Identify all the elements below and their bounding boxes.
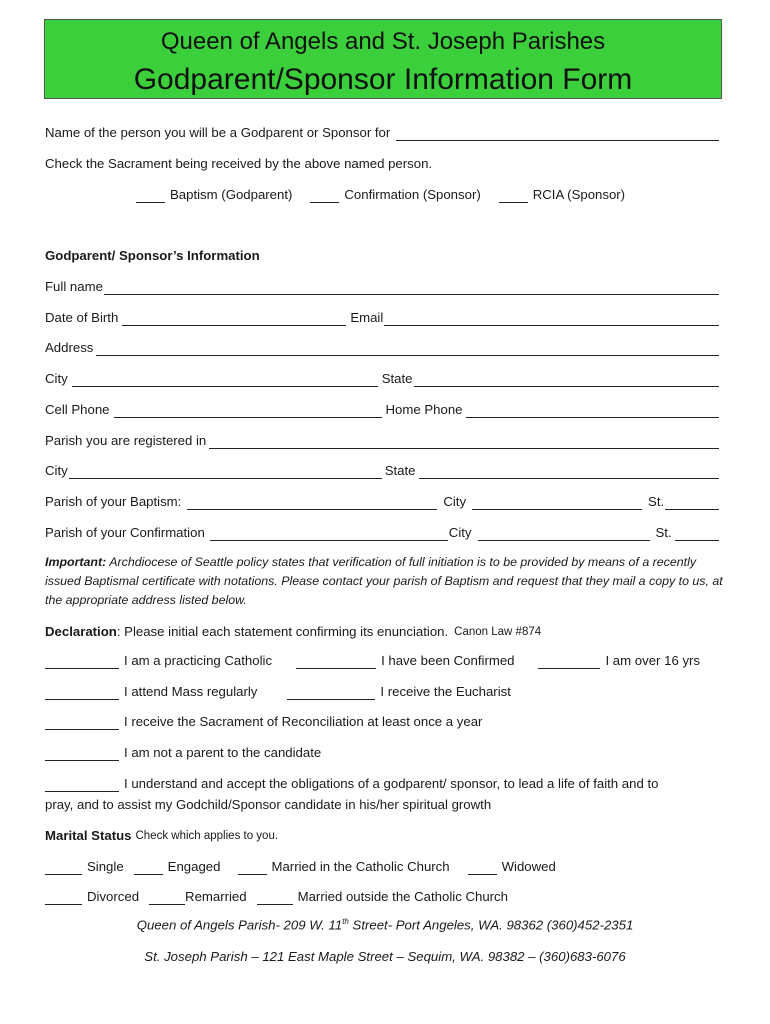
parish-registered-field[interactable] <box>209 435 719 449</box>
baptism-parish-row <box>45 492 722 510</box>
footer-st-joseph <box>0 949 770 964</box>
candidate-name-label: Name of the person you will be a Godparent or Sponsor for <box>45 125 391 140</box>
important-note <box>45 553 725 610</box>
not-parent-initial[interactable] <box>45 747 119 761</box>
form-header <box>44 19 722 99</box>
parish-registered-row <box>45 431 722 449</box>
baptism-st-field[interactable] <box>665 496 719 510</box>
marital-row-2 <box>45 887 722 905</box>
sacrament-options <box>136 185 722 203</box>
single-checkbox[interactable] <box>45 861 82 875</box>
state-label: State <box>381 371 413 386</box>
reconciliation-initial[interactable] <box>45 716 119 730</box>
city-state-row <box>45 369 722 387</box>
footer-line1-a: Queen of Angels Parish- 209 W. 11 <box>136 917 343 933</box>
married-catholic-label: Married in the Catholic Church <box>271 859 450 874</box>
dob-field[interactable] <box>122 312 346 326</box>
sacrament-prompt-row <box>45 154 722 172</box>
full-name-row <box>45 277 722 295</box>
info-heading: Godparent/ Sponsor’s Information <box>45 248 260 263</box>
state-label-2: State <box>384 463 416 478</box>
confirmation-city-label: City <box>448 525 472 540</box>
confirmed-label: I have been Confirmed <box>381 653 515 668</box>
city-label: City <box>45 371 68 386</box>
candidate-name-field[interactable] <box>396 127 719 141</box>
cell-phone-field[interactable] <box>114 404 382 418</box>
footer-line1-sup: th <box>342 917 349 926</box>
rcia-checkbox[interactable] <box>499 189 528 203</box>
single-label: Single <box>87 859 124 874</box>
city-state-row-2 <box>45 461 722 479</box>
address-field[interactable] <box>96 342 719 356</box>
email-field[interactable] <box>384 312 719 326</box>
cell-phone-label: Cell Phone <box>45 402 110 417</box>
address-row <box>45 338 722 356</box>
engaged-label: Engaged <box>167 859 221 874</box>
footer-line1-b: Street- Port Angeles, WA. 98362 (360)452-2351 <box>348 917 634 933</box>
confirmation-parish-row <box>45 523 722 541</box>
full-name-label: Full name <box>45 279 103 294</box>
full-name-field[interactable] <box>104 281 719 295</box>
baptism-city-field[interactable] <box>472 496 642 510</box>
confirmation-checkbox[interactable] <box>310 189 339 203</box>
declaration-label: Declaration <box>45 624 117 639</box>
practicing-label: I am a practicing Catholic <box>124 653 273 668</box>
reconciliation-label: I receive the Sacrament of Reconciliation at least once a year <box>124 714 483 729</box>
declaration-row-5 <box>45 774 722 792</box>
married-outside-checkbox[interactable] <box>257 891 293 905</box>
confirmation-st-label: St. <box>655 525 672 540</box>
declaration-row-4 <box>45 743 722 761</box>
baptism-parish-field[interactable] <box>187 496 437 510</box>
confirmation-label: Confirmation (Sponsor) <box>344 187 481 202</box>
practicing-initial[interactable] <box>45 655 119 669</box>
divorced-checkbox[interactable] <box>45 891 82 905</box>
home-phone-field[interactable] <box>466 404 720 418</box>
remarried-label: Remarried <box>185 889 247 904</box>
mass-label: I attend Mass regularly <box>124 684 258 699</box>
baptism-city-label: City <box>443 494 467 509</box>
obligations-label-cont: pray, and to assist my Godchild/Sponsor candidate in his/her spiritual growth <box>45 797 492 812</box>
footer-line2: St. Joseph Parish – 121 East Maple Street – Sequim, WA. 98382 – (360)683-6076 <box>144 949 626 964</box>
confirmation-st-field[interactable] <box>675 527 719 541</box>
age-initial[interactable] <box>538 655 600 669</box>
mass-initial[interactable] <box>45 686 119 700</box>
declaration-row-5-cont <box>45 795 722 813</box>
confirmation-city-field[interactable] <box>478 527 650 541</box>
remarried-checkbox[interactable] <box>149 891 185 905</box>
important-text: Archdiocese of Seattle policy states that verification of full initiation is to be provided by means of a recently issued Baptismal certificate with notations. Please contact your parish of Baptism and request that they mail a copy to us, at the appropriate address listed below. <box>45 555 723 607</box>
canon-law-ref: Canon Law #874 <box>454 626 542 638</box>
declaration-row-3 <box>45 712 722 730</box>
city-field[interactable] <box>72 373 378 387</box>
dob-label: Date of Birth <box>45 310 119 325</box>
confirmation-parish-label: Parish of your Confirmation <box>45 525 205 540</box>
city-field-2[interactable] <box>69 465 382 479</box>
eucharist-label: I receive the Eucharist <box>380 684 511 699</box>
baptism-parish-label: Parish of your Baptism: <box>45 494 182 509</box>
not-parent-label: I am not a parent to the candidate <box>124 745 322 760</box>
form-title: Godparent/Sponsor Information Form <box>133 63 633 96</box>
married-outside-label: Married outside the Catholic Church <box>297 889 508 904</box>
obligations-label: I understand and accept the obligations of a godparent/ sponsor, to lead a life of faith and to <box>124 776 659 791</box>
marital-row-1 <box>45 857 722 875</box>
parish-title: Queen of Angels and St. Joseph Parishes <box>160 28 606 55</box>
state-field[interactable] <box>414 373 719 387</box>
marital-text: Check which applies to you. <box>135 830 279 842</box>
city-label-2: City <box>45 463 68 478</box>
marital-heading-row <box>45 826 722 844</box>
phone-row <box>45 400 722 418</box>
engaged-checkbox[interactable] <box>134 861 163 875</box>
declaration-row-2 <box>45 682 722 700</box>
eucharist-initial[interactable] <box>287 686 375 700</box>
info-heading-row <box>45 246 722 264</box>
email-label: Email <box>350 310 384 325</box>
declaration-row-1 <box>45 651 722 669</box>
important-label: Important: <box>45 555 107 569</box>
confirmed-initial[interactable] <box>296 655 376 669</box>
marital-label: Marital Status <box>45 828 132 843</box>
state-field-2[interactable] <box>419 465 719 479</box>
married-catholic-checkbox[interactable] <box>238 861 267 875</box>
sacrament-prompt: Check the Sacrament being received by the above named person. <box>45 156 433 171</box>
age-label: I am over 16 yrs <box>605 653 701 668</box>
declaration-heading-row <box>45 622 722 640</box>
dob-email-row <box>45 308 722 326</box>
parish-registered-label: Parish you are registered in <box>45 433 207 448</box>
candidate-name-row <box>45 123 722 141</box>
baptism-label: Baptism (Godparent) <box>170 187 293 202</box>
baptism-checkbox[interactable] <box>136 189 165 203</box>
footer-queen-of-angels <box>0 917 770 932</box>
rcia-label: RCIA (Sponsor) <box>532 187 626 202</box>
confirmation-parish-field[interactable] <box>210 527 448 541</box>
widowed-checkbox[interactable] <box>468 861 497 875</box>
address-label: Address <box>45 340 94 355</box>
obligations-initial[interactable] <box>45 778 119 792</box>
home-phone-label: Home Phone <box>385 402 463 417</box>
baptism-st-label: St. <box>648 494 665 509</box>
widowed-label: Widowed <box>501 859 556 874</box>
declaration-text: : Please initial each statement confirming its enunciation. <box>116 624 449 639</box>
divorced-label: Divorced <box>87 889 140 904</box>
